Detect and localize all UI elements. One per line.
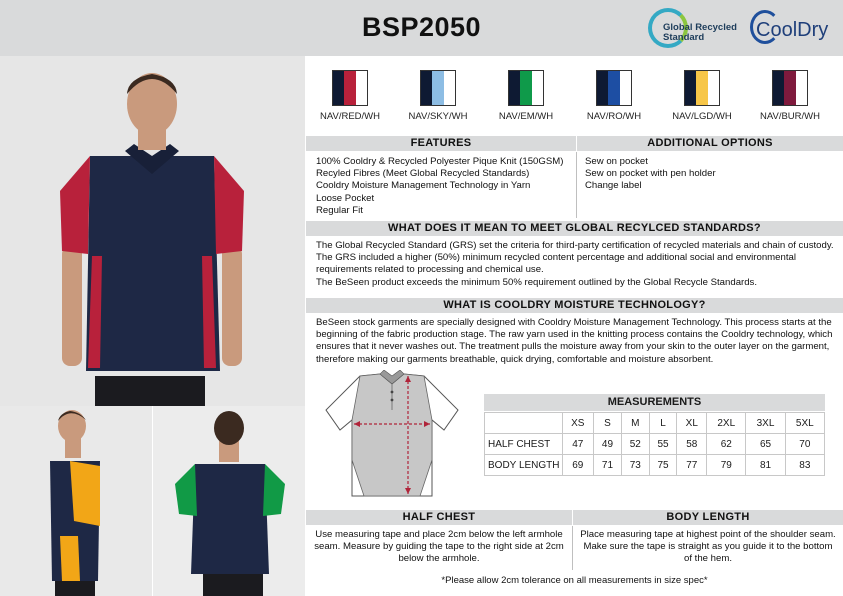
colour-option[interactable] [658, 70, 746, 122]
option-item: Change label [585, 180, 642, 192]
colour-option[interactable] [746, 70, 834, 122]
colour-swatch [772, 70, 808, 106]
row-label: HALF CHEST [485, 434, 563, 455]
features-heading: FEATURES [306, 136, 576, 151]
colour-label: NAV/RED/WH [320, 111, 380, 122]
features-list [316, 156, 574, 217]
colour-label: NAV/SKY/WH [408, 111, 468, 122]
size-header: 5XL [785, 413, 824, 434]
grs-logo-text: Global Recycled Standard [663, 22, 737, 43]
colour-option[interactable] [482, 70, 570, 122]
colour-swatch [420, 70, 456, 106]
body-length-instructions: Place measuring tape at highest point of the shoulder seam. Make sure the tape is straight as you guide it to the bottom of the hem. [580, 529, 836, 565]
cooldry-logo-text: CoolDry [756, 19, 829, 41]
size-header: L [649, 413, 677, 434]
table-cell: 71 [594, 455, 622, 476]
colour-label: NAV/EM/WH [498, 111, 554, 122]
colour-swatch [332, 70, 368, 106]
table-header-row [485, 413, 825, 434]
table-cell: 77 [677, 455, 707, 476]
grs-heading: WHAT DOES IT MEAN TO MEET GLOBAL RECYLCED STANDARDS? [306, 221, 843, 236]
table-cell: 65 [746, 434, 785, 455]
option-item: Sew on pocket [585, 156, 648, 167]
table-cell: 73 [621, 455, 649, 476]
feature-item: Loose Pocket [316, 192, 375, 204]
table-cell: 47 [562, 434, 594, 455]
model-side-photo [0, 406, 152, 596]
model-back-photo [153, 406, 305, 596]
table-corner-cell [485, 413, 563, 434]
size-header: XS [562, 413, 594, 434]
colour-swatch [508, 70, 544, 106]
table-cell: 58 [677, 434, 707, 455]
tolerance-footnote: *Please allow 2cm tolerance on all measurements in size spec* [441, 575, 708, 586]
size-header: M [621, 413, 649, 434]
table-row [485, 434, 825, 455]
feature-item: 100% Cooldry & Recycled Polyester Pique Knit (150GSM) [316, 156, 564, 167]
half-chest-heading: HALF CHEST [306, 510, 572, 525]
cooldry-heading: WHAT IS COOLDRY MOISTURE TECHNOLOGY? [306, 298, 843, 313]
cooldry-description: BeSeen stock garments are specially designed with Cooldry Moisture Management Technology. This process starts at the beginning of the fabric production stage. The raw yarn used in the knitting process contains the Cooldry technology, which ensures that it never washes out. The treatment pulls the moisture away from your skin to the outer layer on the garment, therefore making our garments breathable, quick drying, comfortable and moisture absorbent. [316, 317, 833, 365]
grs-paragraph: The Global Recycled Standard (GRS) set the criteria for third-party certification of recycled materials and chain of custody. The GRS included a higher (50%) minimum recycled content percentage and additional social and environmental requirements related to processing and chemical use. [316, 240, 834, 276]
grs-paragraph: The BeSeen product exceeds the minimum 50% requirement outlined by the Global Recycle Standards. [316, 276, 758, 288]
garment-measurement-diagram [320, 370, 465, 500]
measurements-heading: MEASUREMENTS [484, 394, 825, 411]
table-cell: 79 [707, 455, 746, 476]
model-front-photo [0, 56, 305, 406]
size-header: 2XL [707, 413, 746, 434]
half-chest-instructions: Use measuring tape and place 2cm below the left armhole seam. Measure by guiding the tape to the right side at 2cm below the armhole. [314, 529, 564, 565]
table-cell: 81 [746, 455, 785, 476]
body-length-heading: BODY LENGTH [573, 510, 843, 525]
colour-label: NAV/RO/WH [586, 111, 642, 122]
grs-description [316, 240, 836, 289]
table-row [485, 455, 825, 476]
options-list [585, 156, 835, 193]
colour-option[interactable] [394, 70, 482, 122]
product-code-title: BSP2050 [361, 12, 482, 42]
size-header: XL [677, 413, 707, 434]
table-cell: 75 [649, 455, 677, 476]
colour-swatch [596, 70, 632, 106]
measure-divider [572, 526, 573, 570]
option-item: Sew on pocket with pen holder [585, 168, 716, 180]
colour-label: NAV/LGD/WH [672, 111, 732, 122]
features-divider [576, 152, 577, 218]
table-cell: 83 [785, 455, 824, 476]
table-cell: 69 [562, 455, 594, 476]
measurements-table [484, 412, 825, 476]
additional-options-heading: ADDITIONAL OPTIONS [577, 136, 843, 151]
colour-label: NAV/BUR/WH [760, 111, 820, 122]
cooldry-logo [750, 10, 834, 46]
feature-item: Cooldry Moisture Management Technology in Yarn [316, 180, 531, 192]
table-cell: 49 [594, 434, 622, 455]
size-header: S [594, 413, 622, 434]
table-cell: 62 [707, 434, 746, 455]
global-recycled-standard-logo [648, 8, 737, 48]
feature-item: Regular Fit [316, 204, 363, 216]
table-cell: 52 [621, 434, 649, 455]
colour-option[interactable] [570, 70, 658, 122]
table-cell: 70 [785, 434, 824, 455]
colour-swatches [306, 58, 843, 134]
size-header: 3XL [746, 413, 785, 434]
colour-swatch [684, 70, 720, 106]
colour-option[interactable] [306, 70, 394, 122]
row-label: BODY LENGTH [485, 455, 563, 476]
feature-item: Recyled Fibres (Meet Global Recycled Standards) [316, 168, 530, 180]
table-cell: 55 [649, 434, 677, 455]
